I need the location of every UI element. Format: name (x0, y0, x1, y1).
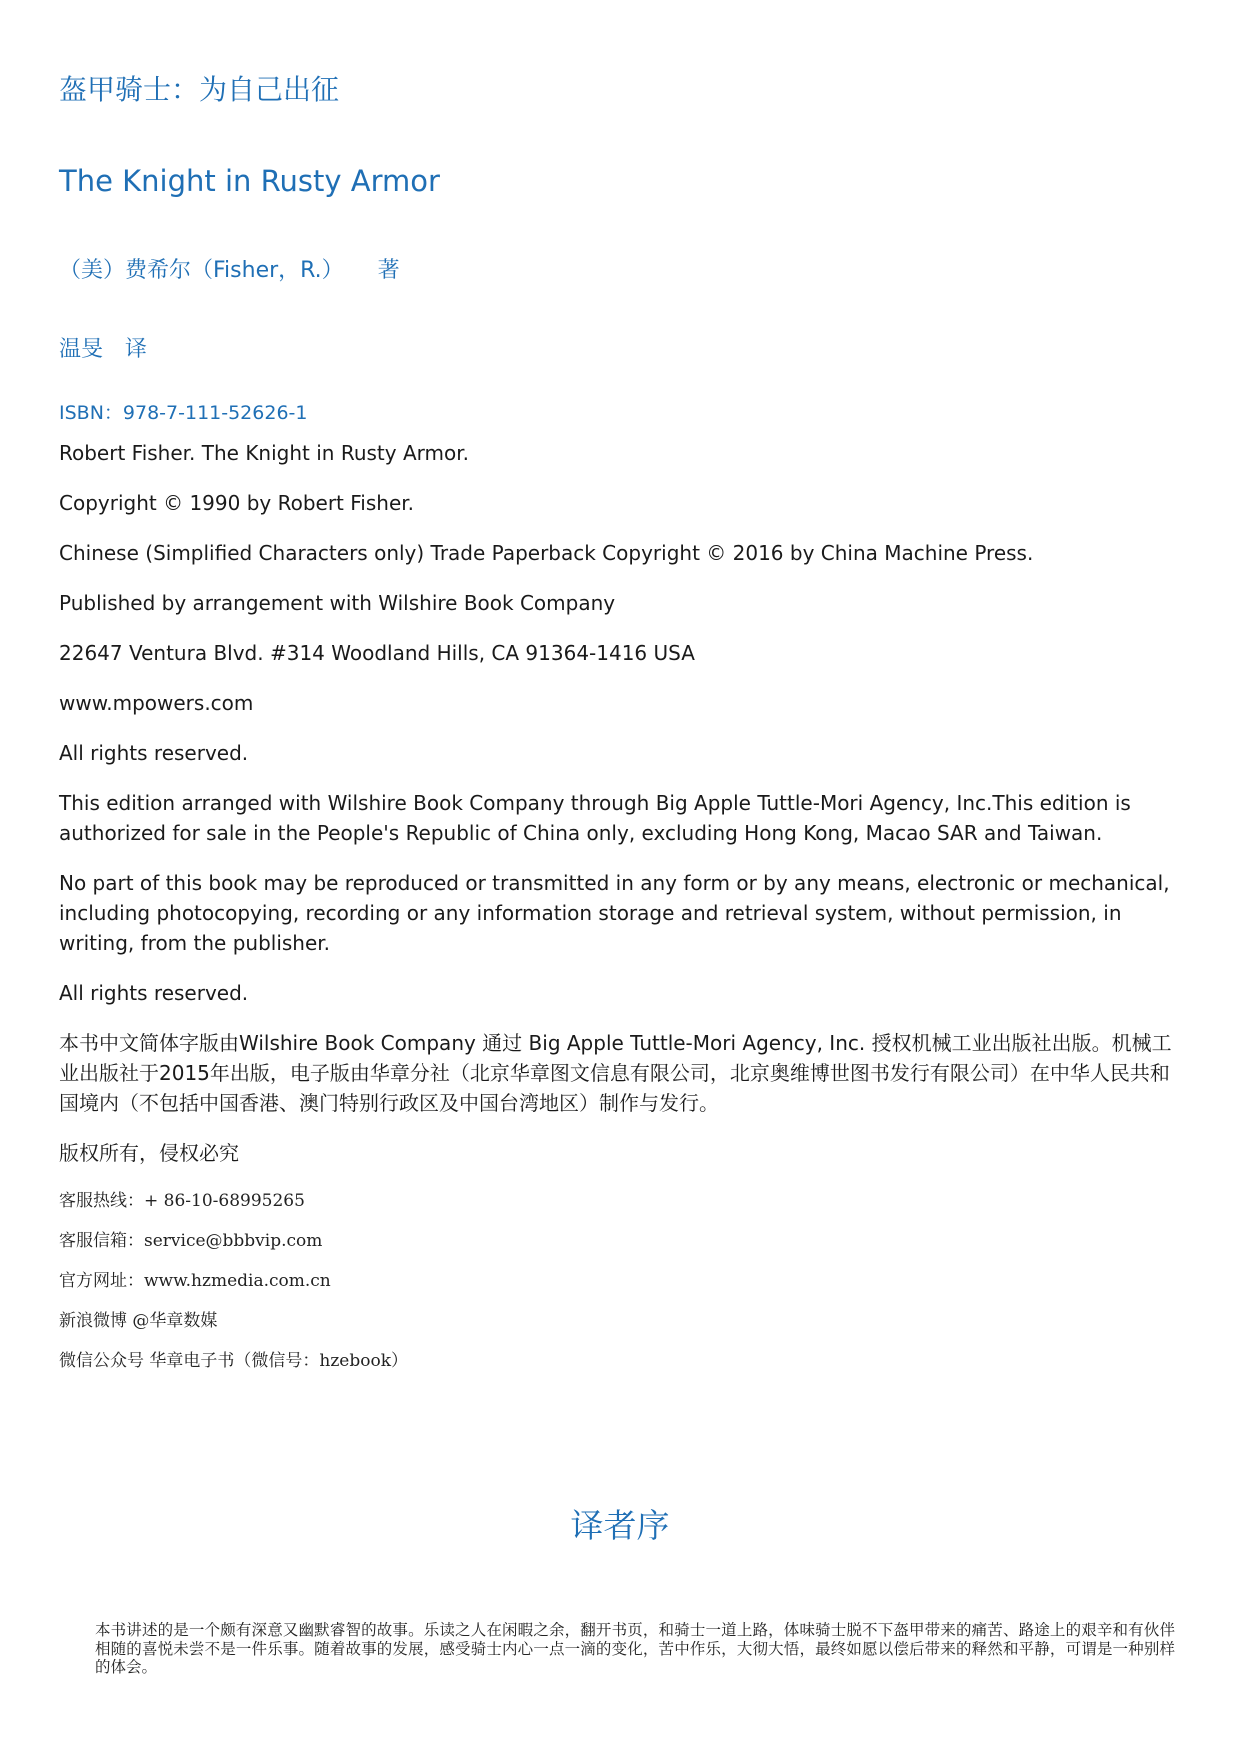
copyright-line: www.mpowers.com (59, 691, 254, 715)
book-title-english: The Knight in Rusty Armor (59, 164, 440, 198)
preface-text: 本书讲述的是一个颇有深意又幽默睿智的故事。乐读之人在闲暇之余，翻开书页，和骑士一道上路，体味骑士脱不下盔甲带来的痛苦、路途上的艰辛和有伙伴相随的喜悦未尝不是一件乐事。随着故事的发展，感受骑士内心一点一滴的变化，苦中作乐，大彻大悟，最终如愿以偿后带来的释然和平静，可谓是一种别样的体会。 (95, 1621, 1175, 1676)
translator-role: 译 (125, 337, 148, 362)
author-name: （美）费希尔（Fisher，R.） (59, 258, 344, 283)
copyright-line: 版权所有，侵权必究 (59, 1141, 239, 1165)
preface-heading: 译者序 (570, 1506, 670, 1545)
copyright-line: 22647 Ventura Blvd. #314 Woodland Hills, CA 91364-1416 USA (59, 641, 695, 665)
copyright-paragraph-chinese: 本书中文简体字版由Wilshire Book Company 通过 Big Apple Tuttle-Mori Agency, Inc. 授权机械工业出版社出版。机械工业出版社于2015年出版，电子版由华章分社（北京华章图文信息有限公司，北京奥维博世图书发行有限公司）在中华人民共和国境内（不包括中国香港、澳门特别行政区及中国台湾地区）制作与发行。 (59, 1031, 1172, 1115)
copyright-line: All rights reserved. (59, 981, 249, 1005)
copyright-line: Robert Fisher. The Knight in Rusty Armor. (59, 441, 469, 465)
copyright-line: Copyright © 1990 by Robert Fisher. (59, 491, 414, 515)
author-role: 著 (377, 258, 400, 283)
translator-line (59, 332, 147, 363)
author-line (59, 253, 400, 284)
copyright-line: Published by arrangement with Wilshire Book Company (59, 591, 616, 615)
copyright-line: All rights reserved. (59, 741, 249, 765)
isbn: ISBN：978-7-111-52626-1 (59, 402, 308, 424)
copyright-paragraph: This edition arranged with Wilshire Book Company through Big Apple Tuttle-Mori Agency, Inc.This edition is authorized for sale in the People's Republic of China only, excluding Hong Kong, Macao SAR and Taiwan. (59, 791, 1131, 845)
book-title-chinese: 盔甲骑士：为自己出征 (59, 73, 340, 106)
translator-name: 温旻 (59, 337, 104, 362)
contact-wechat: 微信公众号 华章电子书（微信号：hzebook） (59, 1351, 409, 1371)
contact-hotline: 客服热线：+ 86-10-68995265 (59, 1191, 305, 1211)
contact-email: 客服信箱：service@bbbvip.com (59, 1231, 323, 1251)
contact-website: 官方网址：www.hzmedia.com.cn (59, 1271, 331, 1291)
copyright-line: Chinese (Simplified Characters only) Trade Paperback Copyright © 2016 by China Machine Press. (59, 541, 1034, 565)
copyright-paragraph: No part of this book may be reproduced or transmitted in any form or by any means, electronic or mechanical, including photocopying, recording or any information storage and retrieval system, without permission, in writing, from the publisher. (59, 871, 1170, 955)
contact-weibo: 新浪微博 @华章数媒 (59, 1311, 218, 1331)
